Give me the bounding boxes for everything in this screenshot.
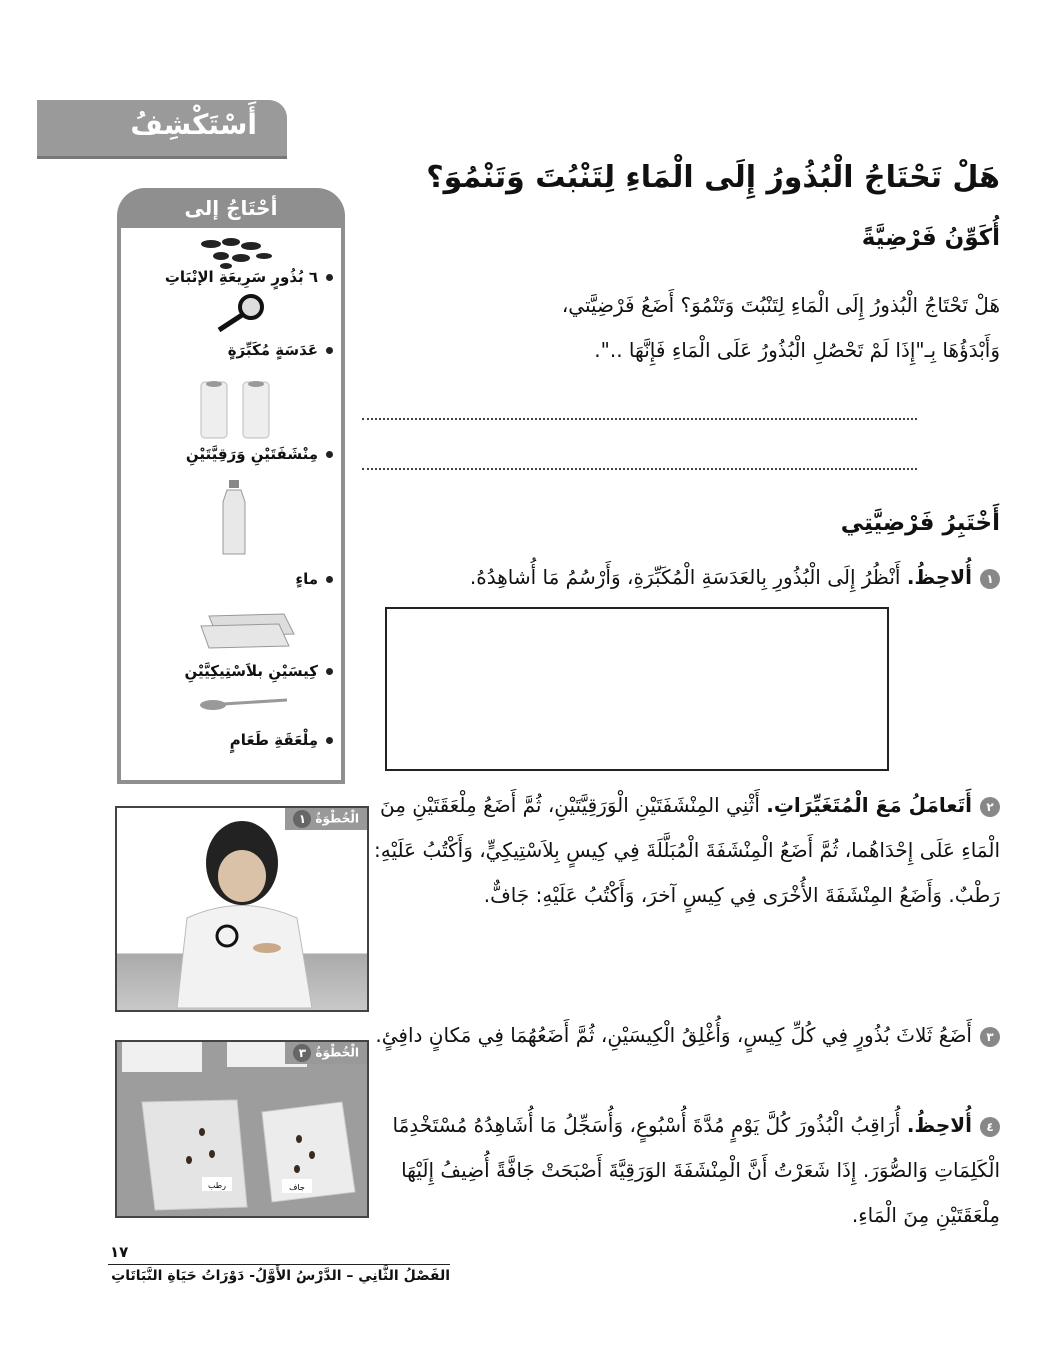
material-item: عَدَسَةٍ مُكَبِّرَةٍ [228,341,333,359]
step-lead: أَتَعامَلُ مَعَ الْمُتَغَيِّرَاتِ. [766,793,972,817]
water-bottle-image [219,480,249,558]
step-text: أَنْظُرُ إِلَى الْبُذُورِ بِالعَدَسَةِ الْمُكَبِّرَةِ، وَأَرْسُمُ مَا أُشاهِدُهُ. [469,565,907,589]
girl-with-magnifier-image [117,808,367,1010]
spoon-image [199,695,289,715]
step-text: أَضَعُ ثَلاثَ بُذُورٍ فِي كُلِّ كِيسٍ، وَأُغْلِقُ الْكِيسَيْنِ، ثُمَّ أَضَعُهُمَا فِي مَكانٍ دافِئٍ. [375,1023,972,1047]
footer-divider [108,1264,450,1265]
step-number: ٣ [980,1027,1000,1047]
material-item: كِيسَيْنِ بلاَسْتِيكِيَّيْنِ [185,662,333,680]
step-number: ٢ [980,797,1000,817]
step-2 [360,783,1000,918]
hypothesis-text [360,283,1000,373]
material-item: مِلْعَقَةِ طَعَامٍ [230,731,333,749]
step-text: أَثْنِي المِنْشَفَتَيْنِ الْوَرَقِيَّتَيْنِ، ثُمَّ أَضَعُ مِلْعَقَتَيْنِ مِنَ الْمَاءِ عَلَى إِحْدَاهُما، ثُمَّ أَضَعُ الْمِنْشَفَةَ الْمُبَلَّلَةَ فِي كِيسٍ بِلاَسْتِيكِيٍّ، وَأَكْتُبُ عَلَيْهِ: رَطْبٌ. وَأَضَعُ المِنْشَفَةَ الأُخْرَى فِي كِيسٍ آخرَ، وَأَكْتُبُ عَلَيْهِ: جَافٌّ. [374,793,1000,907]
plastic-bags-image [199,608,299,653]
paper-towels-image [199,378,279,440]
bag-label-wet: رطب [207,1181,227,1190]
step-3 [360,1013,1000,1058]
hypothesis-line: هَلْ تَحْتَاجُ الْبُذورُ إِلَى الْمَاءِ لِتَنْبُتَ وَتَنْمُوَ؟ أَضَعُ فَرْضِيَّتي، [561,293,1000,317]
step-1 [360,555,1000,600]
seeds-image [196,236,276,271]
step-lead: أُلاحِظُ. [906,1113,972,1137]
test-heading: أَخْتَبِرُ فَرْضِيَّتِي [840,510,1000,536]
step-number: ٤ [980,1117,1000,1137]
magnifier-image [211,294,271,334]
material-item: ماءٍ [295,570,333,588]
step-1-photo [115,806,369,1012]
step-badge: الْخُطْوَةُ١ [285,808,367,830]
answer-line[interactable] [362,418,917,420]
page-title: هَلْ تَحْتَاجُ الْبُذُورُ إِلَى الْمَاءِ لِتَنْبُتَ وَتَنْمُوَ؟ [426,160,1000,195]
step-badge: الْخُطْوَةُ٣ [285,1042,367,1064]
material-item: مِنْشَفَتَيْنِ وَرَقِيَّتَيْنِ [186,445,333,463]
section-tab-label: أَسْتَكْشِفُ [130,108,257,141]
step-4 [360,1103,1000,1238]
seed-bags-image [117,1042,367,1216]
drawing-box[interactable] [385,607,889,771]
hypothesis-line: وَأَبْدَؤُهَا بِـ"إِذَا لَمْ تَحْصُلِ الْبُذُورُ عَلَى الْمَاءِ فَإِنَّهَا ..". [594,338,1000,362]
hypothesis-heading: أُكَوِّنُ فَرْضِيَّةً [861,225,1000,251]
step-3-photo [115,1040,369,1218]
section-tab-explore [37,100,287,159]
step-text: أُرَاقِبُ الْبُذُورَ كُلَّ يَوْمٍ مُدَّةَ أُسْبُوعٍ، وَأُسَجِّلُ مَا أُشَاهِدُهُ مُسْتَخْدِمًا الْكَلِمَاتِ وَالصُّوَرَ. إِذَا شَعَرْتُ أَنَّ الْمِنْشَفَةَ الوَرَقِيَّةَ أَصْبَحَتْ جَافَّةً أُضِيفُ إِلَيْهَا مِلْعَقَتَيْنِ مِنَ الْمَاءِ. [392,1113,1000,1227]
footer-chapter-text: الفَصْلُ الثَّانِي – الدَّرْسُ الأَوَّلُ- دَوْرَاتُ حَيَاةِ النَّبَاتَاتِ [111,1268,450,1284]
materials-panel [117,188,345,784]
answer-line[interactable] [362,468,917,470]
bag-label-dry: جاف [289,1183,305,1192]
material-item: ٦ بُذُورٍ سَرِيعَةِ الإنْبَاتِ [165,268,333,286]
step-lead: أُلاحِظُ. [906,565,972,589]
step-number: ١ [980,569,1000,589]
materials-heading: أحْتَاجُ إلى [117,188,345,228]
page-number: ١٧ [110,1243,129,1261]
